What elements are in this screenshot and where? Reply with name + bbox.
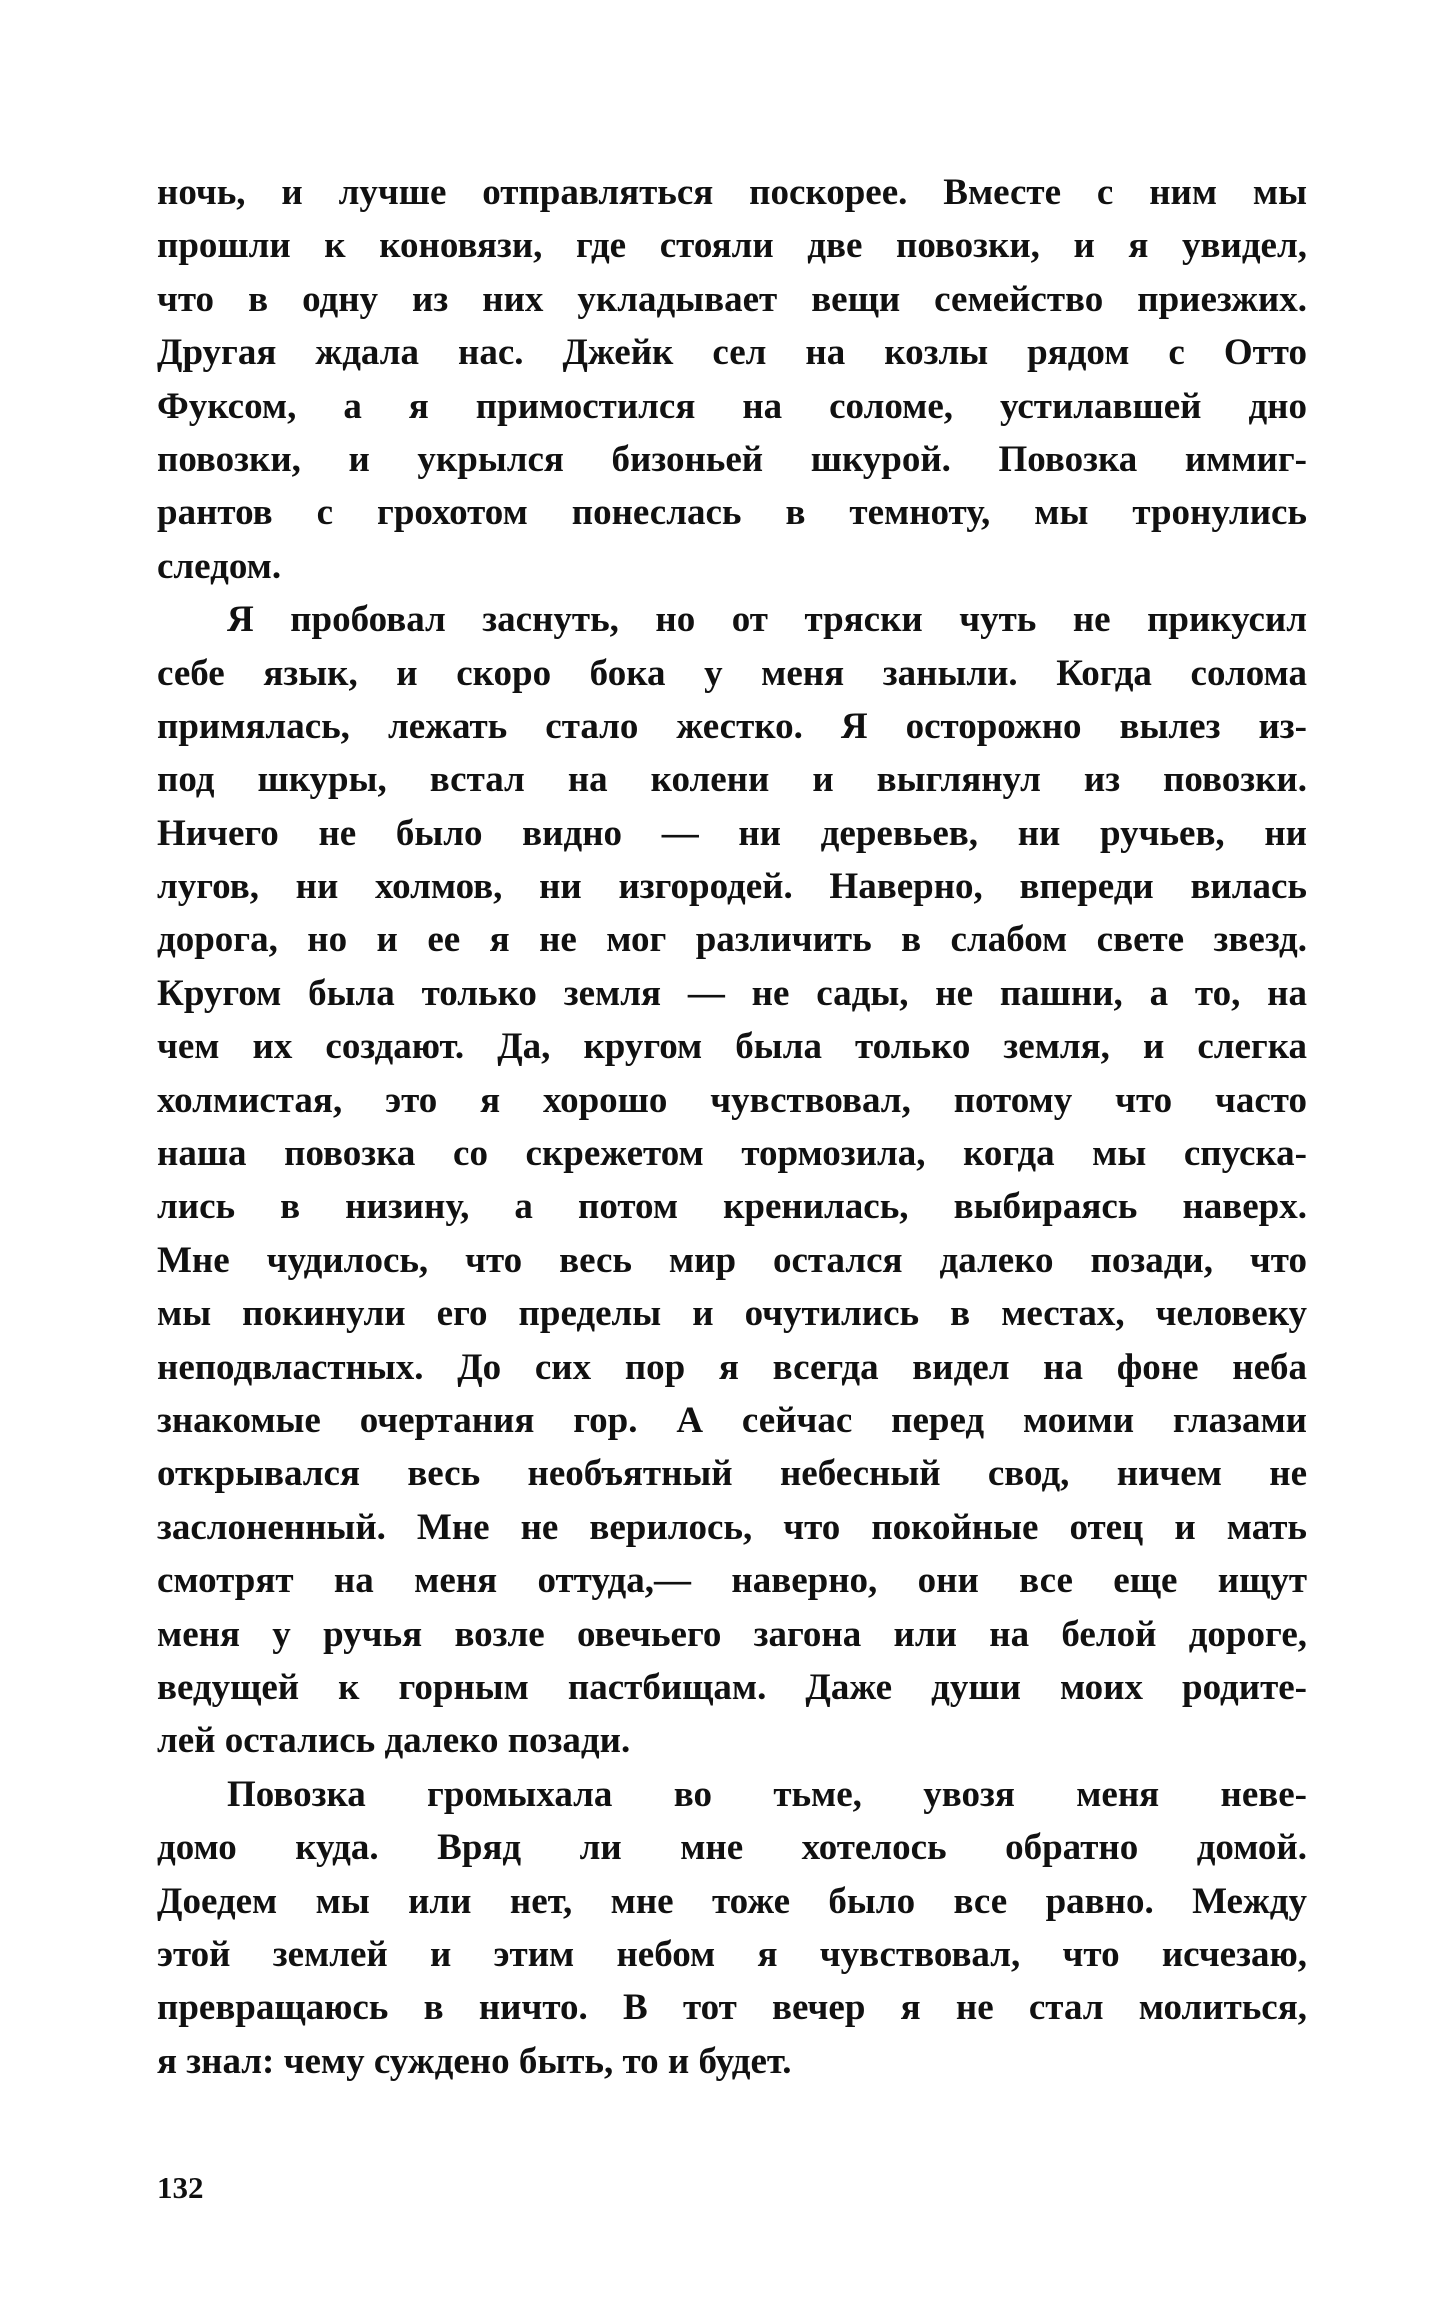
- text-line: открывался весь необъятный небесный свод, ничем не: [157, 1453, 1307, 1495]
- text-line: рантов с грохотом понеслась в темноту, мы тронулись: [157, 492, 1307, 534]
- text-line: дорога, но и ее я не мог различить в слабом свете звезд.: [157, 919, 1307, 961]
- text-line: следом.: [157, 545, 282, 587]
- text-line: холмистая, это я хорошо чувствовал, потому что часто: [157, 1079, 1307, 1121]
- paragraph-3: [157, 1768, 1307, 2088]
- text-line: этой землей и этим небом я чувствовал, что исчезаю,: [157, 1933, 1307, 1975]
- text-line: неподвластных. До сих пор я всегда видел на фоне неба: [157, 1346, 1307, 1388]
- text-line: Повозка громыхала во тьме, увозя меня неве-: [227, 1773, 1307, 1815]
- text-line: превращаюсь в ничто. В тот вечер я не стал молиться,: [157, 1987, 1307, 2029]
- text-line: ведущей к горным пастбищам. Даже души моих родите-: [157, 1666, 1307, 1708]
- text-line: под шкуры, встал на колени и выглянул из повозки.: [157, 759, 1307, 801]
- text-line: Кругом была только земля — не сады, не пашни, а то, на: [157, 972, 1307, 1014]
- text-line: лугов, ни холмов, ни изгородей. Наверно, впереди вилась: [157, 866, 1307, 908]
- text-line: Я пробовал заснуть, но от тряски чуть не прикусил: [227, 599, 1307, 641]
- text-line: меня у ручья возле овечьего загона или на белой дороге,: [157, 1613, 1307, 1655]
- page-number: 132: [157, 2170, 204, 2205]
- page-text: [157, 166, 1307, 2088]
- text-line: знакомые очертания гор. А сейчас перед моими глазами: [157, 1399, 1307, 1441]
- text-line: себе язык, и скоро бока у меня заныли. Когда солома: [157, 652, 1307, 694]
- text-line: прошли к коновязи, где стояли две повозки, и я увидел,: [157, 225, 1307, 267]
- text-line: я знал: чему суждено быть, то и будет.: [157, 2040, 792, 2082]
- text-line: чем их создают. Да, кругом была только земля, и слегка: [157, 1026, 1307, 1068]
- text-line: ночь, и лучше отправляться поскорее. Вместе с ним мы: [157, 172, 1307, 213]
- text-line: Ничего не было видно — ни деревьев, ни ручьев, ни: [157, 812, 1307, 854]
- text-line: Доедем мы или нет, мне тоже было все равно. Между: [157, 1880, 1307, 1922]
- text-line: наша повозка со скрежетом тормозила, когда мы спуска-: [157, 1133, 1307, 1175]
- text-line: примялась, лежать стало жестко. Я осторожно вылез из-: [157, 705, 1307, 747]
- text-line: Фуксом, а я примостился на соломе, устилавшей дно: [157, 385, 1307, 427]
- text-line: Мне чудилось, что весь мир остался далеко позади, что: [157, 1239, 1307, 1281]
- text-line: смотрят на меня оттуда,— наверно, они все еще ищут: [157, 1560, 1307, 1602]
- text-line: повозки, и укрылся бизоньей шкурой. Повозка иммиг-: [157, 438, 1307, 480]
- text-line: домо куда. Вряд ли мне хотелось обратно домой.: [157, 1827, 1307, 1869]
- paragraph-2: [157, 593, 1307, 1768]
- text-line: что в одну из них укладывает вещи семейство приезжих.: [157, 278, 1307, 320]
- text-line: мы покинули его пределы и очутились в местах, человеку: [157, 1293, 1307, 1335]
- text-line: лей остались далеко позади.: [157, 1720, 631, 1762]
- text-line: лись в низину, а потом кренилась, выбираясь наверх.: [157, 1186, 1307, 1228]
- text-line: Другая ждала нас. Джейк сел на козлы рядом с Отто: [157, 332, 1307, 374]
- paragraph-1: [157, 166, 1307, 593]
- text-line: заслоненный. Мне не верилось, что покойные отец и мать: [157, 1506, 1307, 1548]
